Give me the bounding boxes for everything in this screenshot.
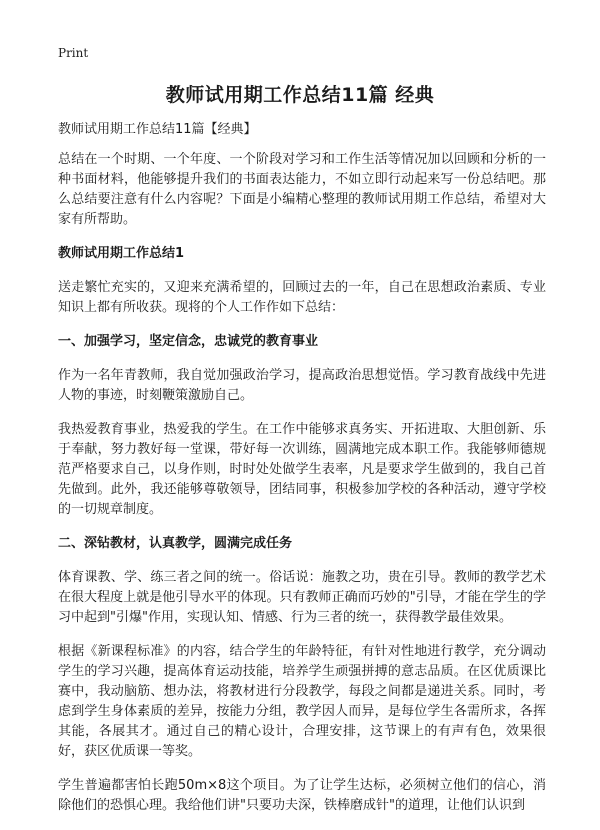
paragraph: 作为一名年青教师，我自觉加强政治学习，提高政治思想觉悟。学习教育战线中先进人物的事迹，时刻鞭策激励自己。 <box>58 368 546 403</box>
paragraph: 送走繁忙充实的，又迎来充满希望的，回顾过去的一年，自己在思想政治素质、专业知识上都有所收获。现将的个人工作作如下总结： <box>58 280 546 315</box>
paragraph: 体育课教、学、练三者之间的统一。俗话说：施教之功，贵在引导。教师的教学艺术在很大程度上就是他引导水平的体现。只有教师正确而巧妙的"引导，才能在学生的学习中起到"引爆"作用，实现认知、情感、行为三者的统一，获得教学最佳效果。 <box>58 570 546 625</box>
section-heading-1: 一、加强学习，坚定信念，忠诚党的教育事业 <box>58 334 319 349</box>
section-heading-summary-1: 教师试用期工作总结1 <box>58 246 185 261</box>
document-body <box>58 120 546 830</box>
document-subtitle: 教师试用期工作总结11篇【经典】 <box>58 122 257 137</box>
paragraph: 学生普遍都害怕长跑50m×8这个项目。为了让学生达标，必须树立他们的信心，消除他们的恐惧心理。我给他们讲"只要功夫深，铁棒磨成针"的道理，让他们认识到 <box>58 778 546 813</box>
print-label: Print <box>58 46 89 60</box>
page-title: 教师试用期工作总结11篇 经典 <box>165 84 435 106</box>
paragraph: 我热爱教育事业，热爱我的学生。在工作中能够求真务实、开拓进取、大胆创新、乐于奉献，努力教好每一堂课，带好每一次训练，圆满地完成本职工作。我能够师德规范严格要求自己，以身作则，时时处处做学生表率，凡是要求学生做到的，我自己首先做到。此外，我还能够尊敬领导，团结同事，积极参加学校的各种活动，遵守学校的一切规章制度。 <box>58 422 546 517</box>
intro-paragraph: 总结在一个时期、一个年度、一个阶段对学习和工作生活等情况加以回顾和分析的一种书面材料，他能够提升我们的书面表达能力，不如立即行动起来写一份总结吧。那么总结要注意有什么内容呢？下面是小编精心整理的教师试用期工作总结，希望对大家有所帮助。 <box>58 152 546 227</box>
paragraph: 根据《新课程标准》的内容，结合学生的年龄特征，有针对性地进行教学，充分调动学生的学习兴趣，提高体育运动技能，培养学生顽强拼搏的意志品质。在区优质课比赛中，我动脑筋、想办法，将教材进行分段教学，每段之间都是递进关系。同时，考虑到学生身体素质的差异，按能力分组，教学因人而异，是每位学生各需所求，各挥其能，各展其才。通过自己的精心设计，合理安排，这节课上的有声有色，效果很好，获区优质课一等奖。 <box>58 644 546 759</box>
section-heading-2: 二、深钻教材，认真教学，圆满完成任务 <box>58 536 293 551</box>
